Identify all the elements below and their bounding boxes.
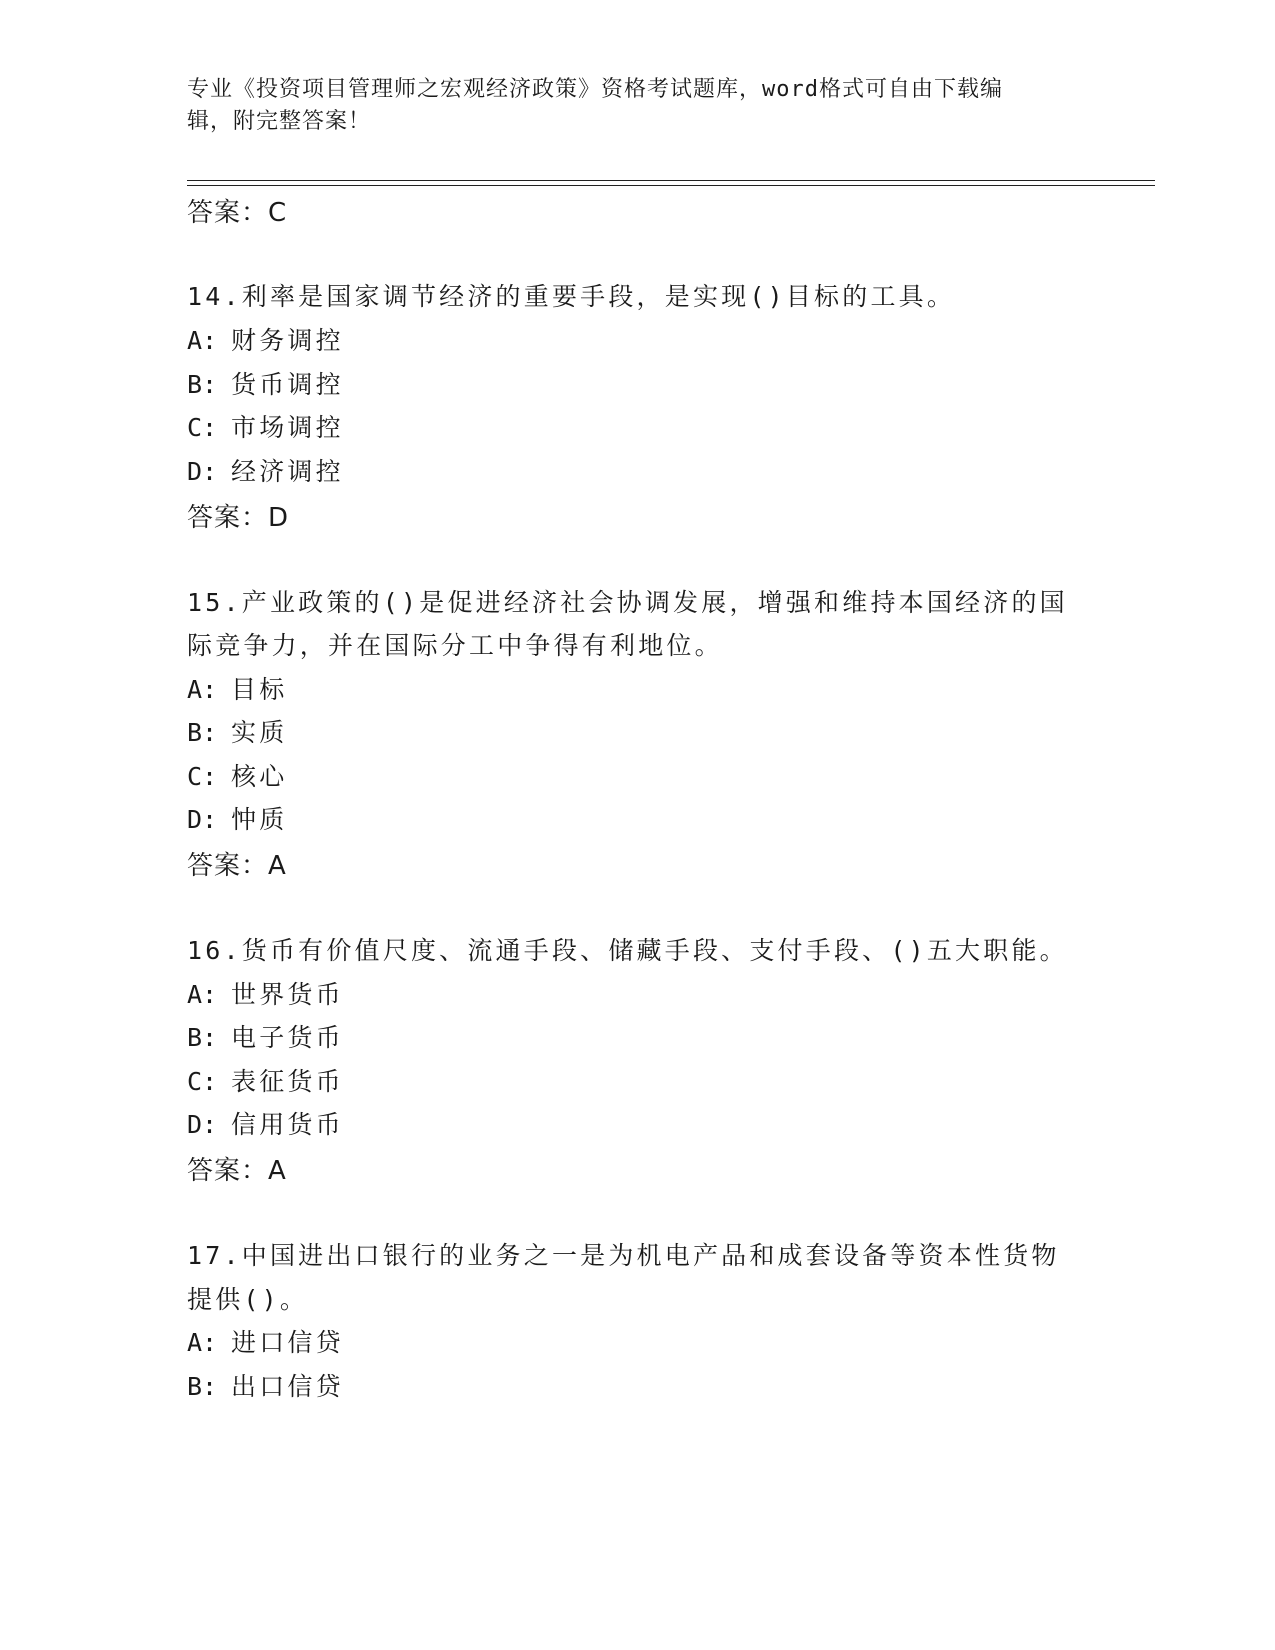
option-text: 经济调控 xyxy=(231,457,344,486)
option-text: 电子货币 xyxy=(231,1023,344,1052)
question-16-text: 16.货币有价值尺度、流通手段、储藏手段、支付手段、()五大职能。 xyxy=(187,936,1068,965)
question-17-text-line-2: 提供()。 xyxy=(187,1285,309,1314)
question-17-text-line-1: 17.中国进出口银行的业务之一是为机电产品和成套设备等资本性货物 xyxy=(187,1241,1060,1270)
option-text: 世界货币 xyxy=(231,980,344,1009)
option-label: A: xyxy=(187,1328,218,1357)
option-label: C: xyxy=(187,1067,218,1096)
question-15-option-a xyxy=(187,670,287,706)
answer-previous: 答案：C xyxy=(187,198,288,228)
option-label: D: xyxy=(187,805,218,834)
option-text: 市场调控 xyxy=(231,413,344,442)
option-label: B: xyxy=(187,1372,218,1401)
option-text: 目标 xyxy=(231,675,288,704)
option-text: 核心 xyxy=(231,762,288,791)
question-16-answer: 答案：A xyxy=(187,1156,287,1186)
question-17-option-a xyxy=(187,1323,344,1359)
question-17-option-b xyxy=(187,1367,344,1403)
option-text: 财务调控 xyxy=(231,326,344,355)
question-15-option-b xyxy=(187,713,287,749)
question-14-option-a xyxy=(187,321,344,357)
option-text: 进口信贷 xyxy=(231,1328,344,1357)
option-label: A: xyxy=(187,326,218,355)
question-16-option-a xyxy=(187,975,344,1011)
question-15-text-line-1: 15.产业政策的()是促进经济社会协调发展，增强和维持本国经济的国 xyxy=(187,588,1068,617)
question-14-option-b xyxy=(187,365,344,401)
question-14-text: 14.利率是国家调节经济的重要手段，是实现()目标的工具。 xyxy=(187,282,956,311)
option-text: 信用货币 xyxy=(231,1110,344,1139)
option-label: D: xyxy=(187,457,218,486)
question-14-answer: 答案：D xyxy=(187,503,290,533)
question-15-option-c xyxy=(187,757,287,793)
document-header xyxy=(187,74,1087,138)
question-15-answer: 答案：A xyxy=(187,851,287,881)
option-label: B: xyxy=(187,370,218,399)
question-15-option-d xyxy=(187,800,287,836)
option-label: D: xyxy=(187,1110,218,1139)
option-label: C: xyxy=(187,762,218,791)
question-16-option-c xyxy=(187,1062,344,1098)
question-14-option-d xyxy=(187,452,344,488)
question-14-option-c xyxy=(187,408,344,444)
option-text: 忡质 xyxy=(231,805,288,834)
option-text: 表征货币 xyxy=(231,1067,344,1096)
header-divider-bottom xyxy=(187,185,1155,186)
header-line-1: 专业《投资项目管理师之宏观经济政策》资格考试题库，word格式可自由下载编 xyxy=(187,77,1003,102)
question-16-option-b xyxy=(187,1018,344,1054)
option-text: 货币调控 xyxy=(231,370,344,399)
header-divider-top xyxy=(187,180,1155,181)
option-label: B: xyxy=(187,718,218,747)
question-15-text-line-2: 际竞争力，并在国际分工中争得有利地位。 xyxy=(187,631,723,660)
question-16-option-d xyxy=(187,1105,344,1141)
option-text: 出口信贷 xyxy=(231,1372,344,1401)
option-label: B: xyxy=(187,1023,218,1052)
header-line-2: 辑，附完整答案！ xyxy=(187,109,372,134)
option-label: A: xyxy=(187,675,218,704)
option-label: A: xyxy=(187,980,218,1009)
option-text: 实质 xyxy=(231,718,288,747)
option-label: C: xyxy=(187,413,218,442)
